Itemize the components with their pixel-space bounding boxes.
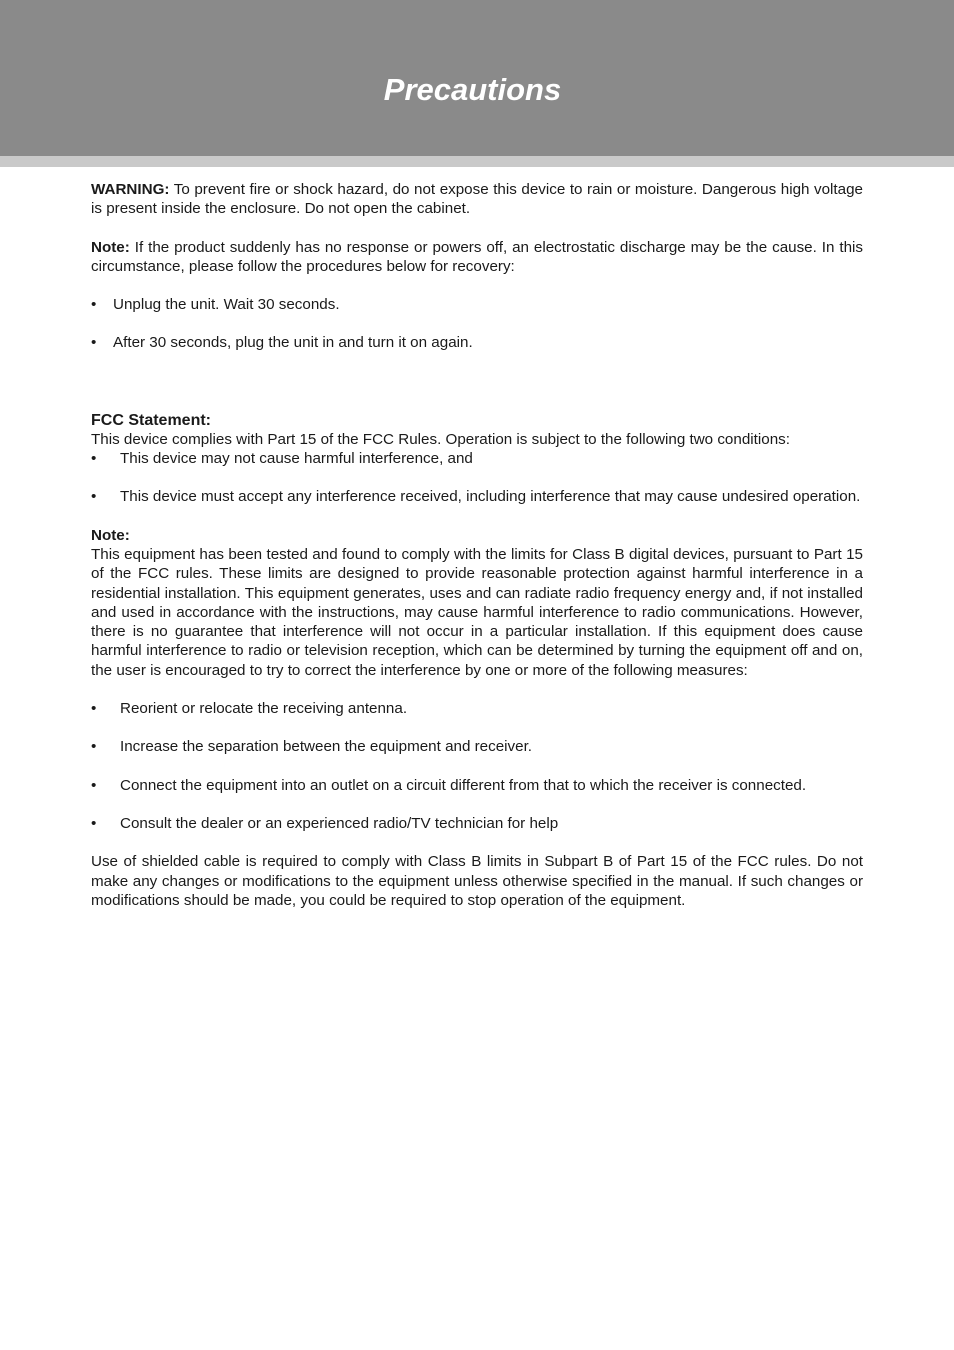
note-label: Note:: [91, 238, 130, 256]
note-text: If the product suddenly has no response or powers off, an electrostatic discharge may be the cause. In this circumstance, please follow the procedures below for recovery:: [91, 238, 863, 275]
note-paragraph: [91, 238, 863, 277]
document-body: [91, 180, 863, 910]
bullet-icon: •: [91, 738, 97, 756]
fcc-intro: This device complies with Part 15 of the FCC Rules. Operation is subject to the following two conditions:: [91, 430, 790, 448]
page-title: Precautions: [383, 72, 562, 107]
list-item-text: Connect the equipment into an outlet on a circuit different from that to which the receiver is connected.: [120, 776, 807, 794]
list-item: [91, 737, 863, 756]
list-item: [91, 699, 863, 718]
warning-paragraph: [91, 180, 863, 219]
fcc-closing: Use of shielded cable is required to comply with Class B limits in Subpart B of Part 15 of the FCC rules. Do not make any changes or modifications to the equipment unless otherwise specified in the manual. If such changes or modifications should be made, you could be required to stop operation of the equipment.: [91, 853, 863, 909]
bullet-icon: •: [91, 450, 97, 468]
fcc-heading: FCC Statement:: [91, 411, 212, 429]
list-item-text: Consult the dealer or an experienced radio/TV technician for help: [120, 814, 559, 832]
bullet-icon: •: [91, 488, 97, 506]
list-item: [91, 449, 863, 468]
list-item: [91, 814, 863, 833]
list-item-text: Increase the separation between the equipment and receiver.: [120, 738, 533, 756]
list-item: [91, 776, 863, 795]
list-item-text: Unplug the unit. Wait 30 seconds.: [113, 296, 340, 314]
fcc-note-text: This equipment has been tested and found to comply with the limits for Class B digital devices, pursuant to Part 15 of the FCC rules. These limits are designed to provide reasonable protection against harmful interference in a residential installation. This equipment generates, uses and can radiate radio frequency energy and, if not installed and used in accordance with the instructions, may cause harmful interference to radio communications. However, there is no guarantee that interference will not occur in a particular installation. If this equipment does cause harmful interference to radio or television reception, which can be determined by turning the equipment off and on, the user is encouraged to try to correct the interference by one or more of the following measures:: [91, 545, 863, 679]
warning-label: WARNING:: [91, 181, 170, 198]
list-item-text: This device may not cause harmful interference, and: [120, 450, 473, 468]
warning-text: To prevent fire or shock hazard, do not expose this device to rain or moisture. Dangerous high voltage is present inside the enclosure. Do not open the cabinet.: [91, 181, 863, 218]
list-item-text: Reorient or relocate the receiving antenna.: [120, 700, 408, 718]
bullet-icon: •: [91, 814, 97, 832]
list-item-text: After 30 seconds, plug the unit in and turn it on again.: [113, 334, 473, 352]
bullet-icon: •: [91, 700, 97, 718]
bullet-icon: •: [91, 334, 97, 352]
list-item-text: This device must accept any interference received, including interference that may cause undesired operation.: [120, 488, 861, 506]
list-item: [91, 333, 863, 352]
list-item: [91, 487, 863, 506]
bullet-icon: •: [91, 296, 97, 314]
bullet-icon: •: [91, 776, 97, 794]
fcc-note-label: Note:: [91, 526, 130, 544]
list-item: [91, 295, 863, 314]
header-stripe: [0, 156, 954, 167]
